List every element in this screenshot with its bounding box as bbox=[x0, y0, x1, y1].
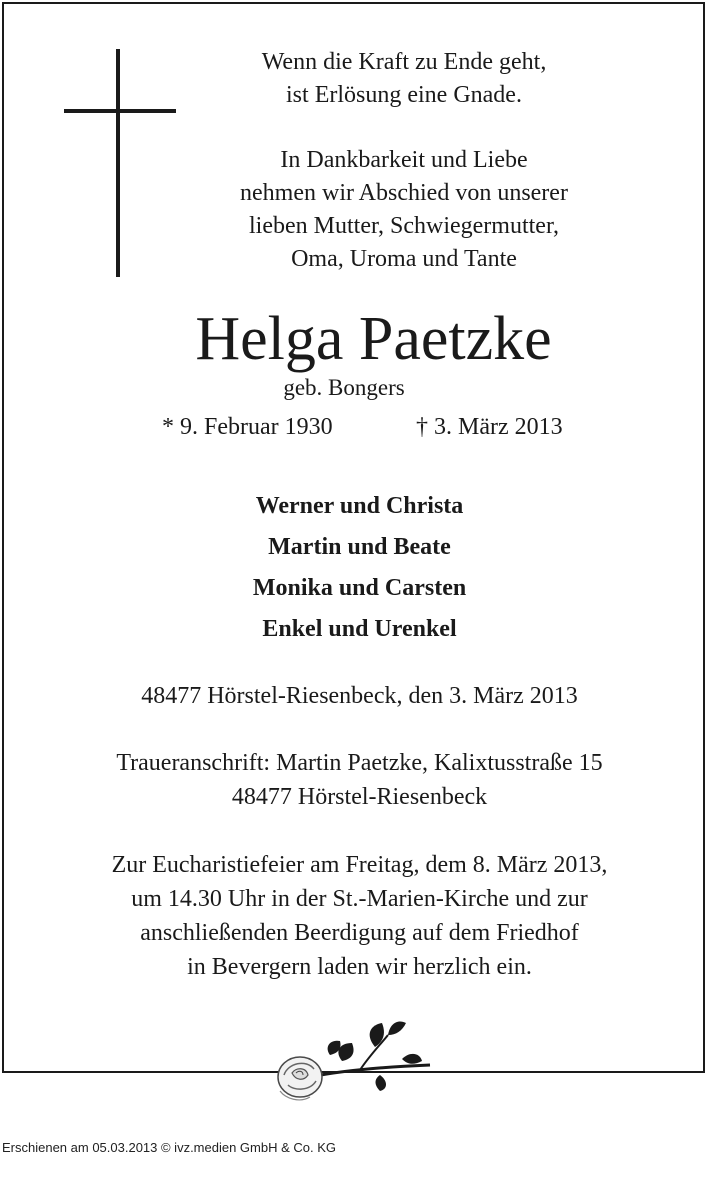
verse-block bbox=[194, 46, 614, 276]
verse-line: ist Erlösung eine Gnade. bbox=[286, 82, 522, 108]
death-date: † 3. März 2013 bbox=[416, 414, 563, 440]
intro-line: nehmen wir Abschied von unserer bbox=[240, 180, 568, 206]
mourning-address bbox=[4, 746, 711, 814]
mourner-line: Enkel und Urenkel bbox=[262, 616, 457, 642]
funeral-invitation bbox=[4, 848, 711, 984]
place-and-date: 48477 Hörstel-Riesenbeck, den 3. März 2013 bbox=[141, 683, 578, 709]
deceased-name: Helga Paetzke bbox=[195, 305, 552, 373]
mourner-line: Monika und Carsten bbox=[252, 575, 467, 601]
intro-line: In Dankbarkeit und Liebe bbox=[280, 147, 528, 173]
publication-footer: Erschienen am 05.03.2013 © ivz.medien GmbH & Co. KG bbox=[2, 1140, 337, 1155]
invitation-line: Zur Eucharistiefeier am Freitag, dem 8. März 2013, bbox=[111, 852, 608, 878]
intro-line: Oma, Uroma und Tante bbox=[291, 246, 517, 272]
rose-icon bbox=[270, 1015, 440, 1110]
verse-line: Wenn die Kraft zu Ende geht, bbox=[261, 49, 547, 75]
birth-name: geb. Bongers bbox=[283, 375, 405, 400]
invitation-line: anschließenden Beerdigung auf dem Friedhof bbox=[140, 920, 579, 946]
cross-icon bbox=[64, 49, 176, 279]
invitation-line: um 14.30 Uhr in der St.-Marien-Kirche und zur bbox=[131, 886, 588, 912]
birth-date: * 9. Februar 1930 bbox=[162, 414, 333, 440]
address-line: 48477 Hörstel-Riesenbeck bbox=[231, 784, 488, 810]
mourner-line: Werner und Christa bbox=[255, 493, 464, 519]
life-dates bbox=[4, 408, 711, 448]
mourners-list bbox=[4, 486, 711, 650]
invitation-line: in Bevergern laden wir herzlich ein. bbox=[187, 954, 532, 980]
mourner-line: Martin und Beate bbox=[268, 534, 451, 560]
address-line: Traueranschrift: Martin Paetzke, Kalixtusstraße 15 bbox=[116, 750, 603, 776]
intro-line: lieben Mutter, Schwiegermutter, bbox=[249, 213, 559, 239]
obituary-notice bbox=[2, 2, 705, 1073]
